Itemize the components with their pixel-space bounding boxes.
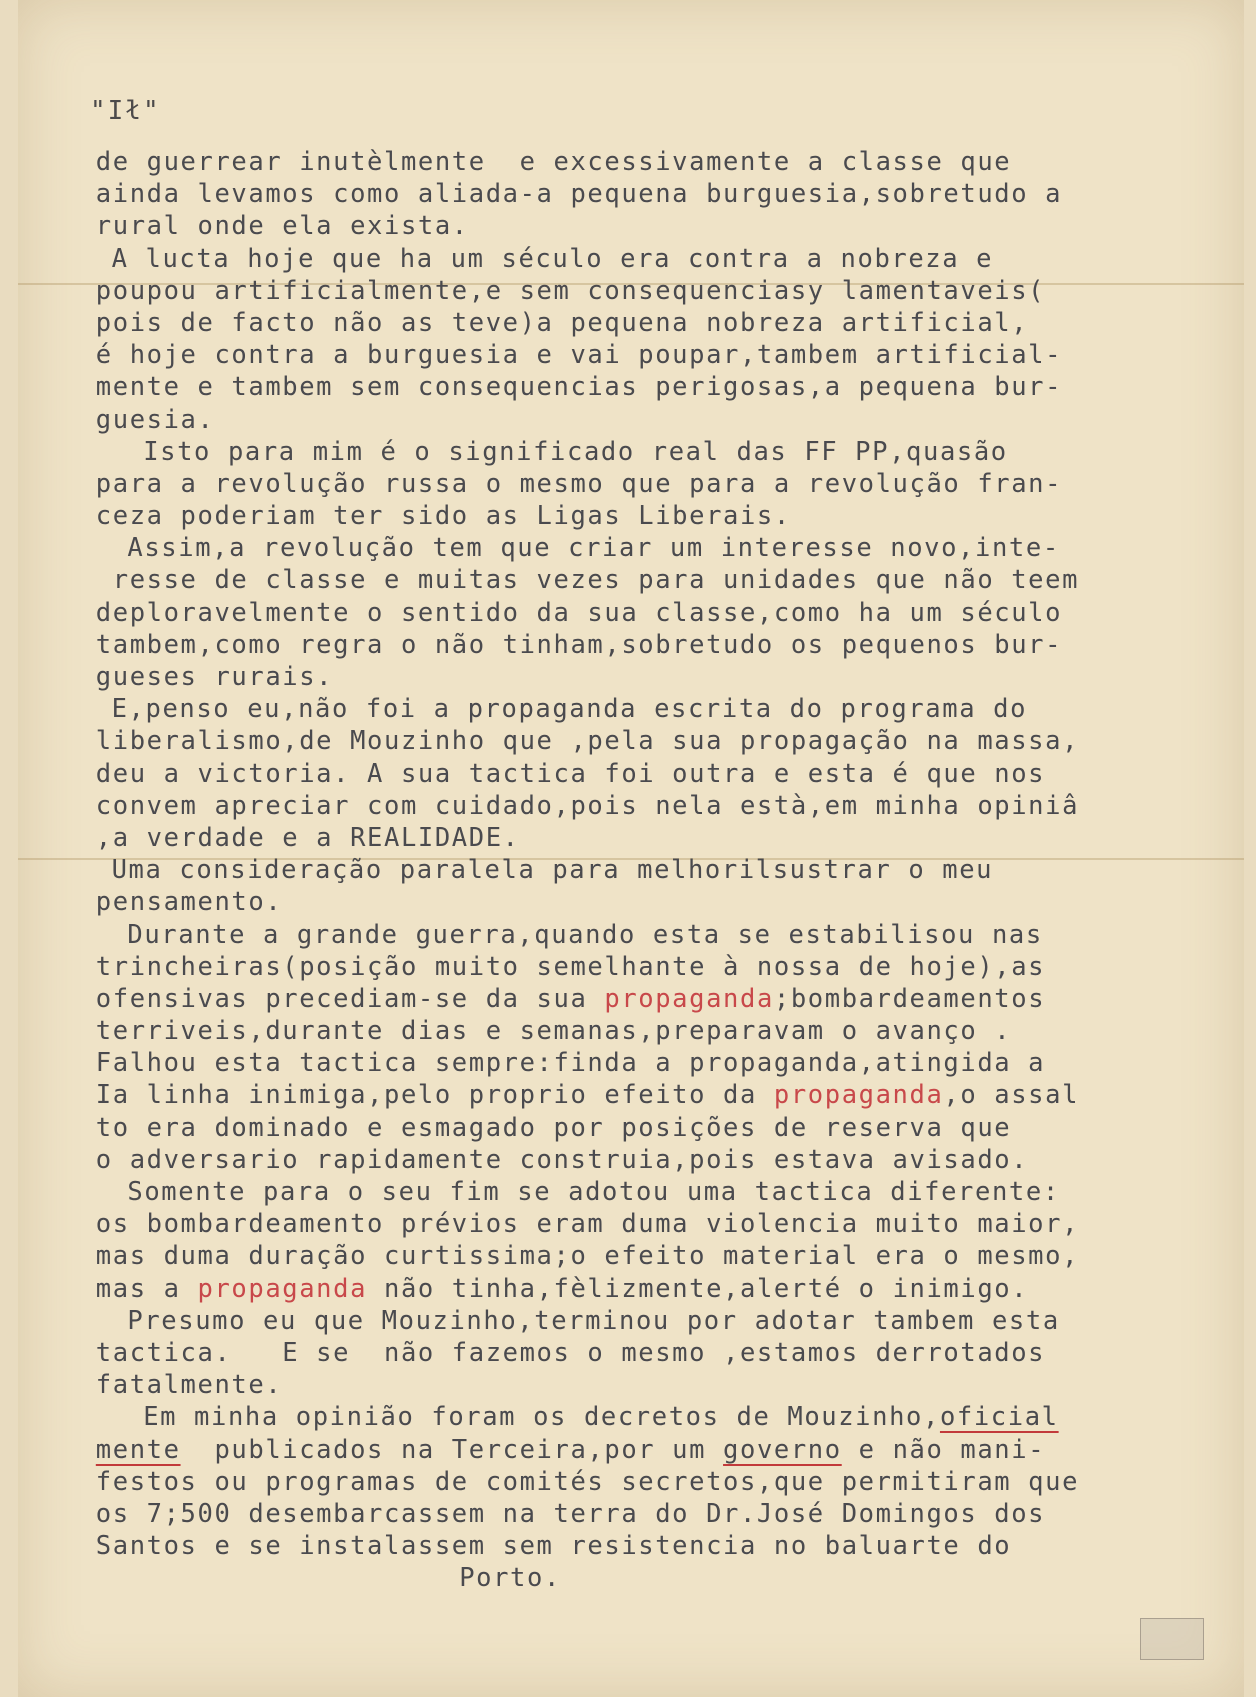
text-line xyxy=(80,1530,1244,1562)
text-segment: deu a victoria. A sua tactica foi outra e esta é que nos xyxy=(95,758,1046,789)
text-line xyxy=(80,243,1244,275)
text-segment: o adversario rapidamente construia,pois estava avisado. xyxy=(95,1144,1029,1175)
text-segment: os bombardeamento prévios eram duma violencia muito maior, xyxy=(95,1209,1080,1240)
text-segment: ,a verdade e a REALIDADE. xyxy=(95,822,520,853)
text-line xyxy=(80,564,1244,596)
text-line xyxy=(80,1079,1244,1111)
text-segment: poupou artificialmente,e sem consequenciasy lamentaveis( xyxy=(95,275,1046,306)
text-segment: mas a xyxy=(95,1273,198,1304)
text-line xyxy=(80,1176,1244,1208)
text-line xyxy=(80,854,1244,886)
text-line xyxy=(80,1112,1244,1144)
text-segment: não tinha,fèlizmente,alerté o inimigo. xyxy=(367,1273,1029,1304)
document-page xyxy=(18,0,1244,1697)
page-marker: "Ił" xyxy=(90,96,161,126)
text-line xyxy=(80,597,1244,629)
underlined-word: oficial xyxy=(939,1402,1059,1433)
text-line xyxy=(80,436,1244,468)
text-segment: gueses rurais. xyxy=(95,662,334,692)
text-segment: guesia. xyxy=(95,404,215,435)
text-line xyxy=(80,1466,1244,1498)
text-segment: ,o assal xyxy=(943,1080,1080,1111)
text-segment: e não mani- xyxy=(841,1434,1046,1465)
text-segment: festos ou programas de comités secretos,que permitiram que xyxy=(95,1466,1080,1497)
text-segment: resse de classe e muitas vezes para unidades que não teem xyxy=(95,565,1080,596)
text-segment: Santos e se instalassem sem resistencia no baluarte do xyxy=(95,1531,1012,1562)
text-line xyxy=(80,693,1244,725)
archive-stamp xyxy=(1140,1618,1204,1660)
text-line xyxy=(80,725,1244,757)
text-segment: Porto. xyxy=(459,1563,561,1594)
text-line xyxy=(80,983,1244,1015)
text-segment: E,penso eu,não foi a propaganda escrita do programa do xyxy=(111,694,1028,725)
text-line xyxy=(80,1273,1244,1305)
highlighted-word: propaganda xyxy=(197,1273,368,1304)
text-line xyxy=(80,1401,1244,1433)
text-segment: Uma consideração paralela para melhorilsustrar o meu xyxy=(111,855,994,886)
underlined-word: mente xyxy=(95,1434,181,1465)
text-segment: pensamento. xyxy=(95,887,283,918)
text-line xyxy=(80,1240,1244,1272)
text-line xyxy=(80,1208,1244,1240)
text-segment: tambem,como regra o não tinham,sobretudo os pequenos bur- xyxy=(95,629,1063,660)
text-segment: deploravelmente o sentido da sua classe,como ha um século xyxy=(95,597,1063,628)
text-line xyxy=(80,500,1244,532)
text-segment: mente e tambem sem consequencias perigosas,a pequena bur- xyxy=(95,372,1063,403)
text-line xyxy=(80,178,1244,210)
text-line xyxy=(80,371,1244,403)
text-line xyxy=(80,307,1244,339)
text-line xyxy=(80,1305,1244,1337)
text-line xyxy=(80,822,1244,854)
text-line xyxy=(80,1434,1244,1466)
text-segment: de guerrear inutèlmente e excessivamente a classe que xyxy=(95,147,1012,177)
text-segment: rural onde ela exista. xyxy=(95,211,469,242)
text-segment: ;bombardeamentos xyxy=(773,983,1046,1014)
text-line xyxy=(80,1144,1244,1176)
text-segment: Durante a grande guerra,quando esta se estabilisou nas xyxy=(127,919,1043,950)
text-segment: tactica. E se não fazemos o mesmo ,estamos derrotados xyxy=(95,1337,1046,1368)
text-segment: Isto para mim é o significado real das FF PP,quasão xyxy=(143,436,1008,467)
text-segment: to era dominado e esmagado por posições de reserva que xyxy=(95,1112,1012,1143)
typed-text-body xyxy=(80,146,1244,1594)
text-line xyxy=(80,1562,1244,1594)
text-line xyxy=(80,532,1244,564)
text-line xyxy=(80,790,1244,822)
text-line xyxy=(80,886,1244,918)
text-segment: ainda levamos como aliada-a pequena burguesia,sobretudo a xyxy=(95,179,1063,210)
text-segment: fatalmente. xyxy=(95,1370,283,1401)
text-segment: Ia linha inimiga,pelo proprio efeito da xyxy=(95,1080,774,1111)
text-line xyxy=(80,919,1244,951)
text-segment: pois de facto não as teve)a pequena nobreza artificial, xyxy=(95,307,1029,338)
text-segment: para a revolução russa o mesmo que para a revolução fran- xyxy=(95,468,1063,499)
text-segment: A lucta hoje que ha um século era contra a nobreza e xyxy=(111,243,994,274)
text-segment: Em minha opinião foram os decretos de Mouzinho, xyxy=(143,1402,940,1433)
highlighted-word: propaganda xyxy=(604,983,774,1014)
text-line xyxy=(80,404,1244,436)
text-segment: os 7;500 desembarcassem na terra do Dr.José Domingos dos xyxy=(95,1498,1046,1529)
text-segment: liberalismo,de Mouzinho que ,pela sua propagação na massa, xyxy=(95,726,1080,757)
highlighted-word: propaganda xyxy=(773,1080,944,1111)
text-segment: mas duma duração curtissima;o efeito material era o mesmo, xyxy=(95,1241,1080,1272)
text-line xyxy=(80,1369,1244,1401)
text-line xyxy=(80,1337,1244,1369)
text-line xyxy=(80,1498,1244,1530)
text-line xyxy=(80,629,1244,661)
text-segment: ceza poderiam ter sido as Ligas Liberais. xyxy=(95,501,791,532)
text-line xyxy=(80,661,1244,693)
text-line xyxy=(80,146,1244,178)
text-segment: é hoje contra a burguesia e vai poupar,tambem artificial- xyxy=(95,340,1063,371)
text-segment: trincheiras(posição muito semelhante à nossa de hoje),as xyxy=(95,951,1046,982)
text-segment: Assim,a revolução tem que criar um interesse novo,inte- xyxy=(127,533,1060,564)
text-segment: terriveis,durante dias e semanas,preparavam o avanço . xyxy=(95,1016,1012,1047)
text-line xyxy=(80,210,1244,242)
text-segment: publicados na Terceira,por um xyxy=(180,1434,724,1465)
text-line xyxy=(80,951,1244,983)
text-line xyxy=(80,275,1244,307)
text-segment: Somente para o seu fim se adotou uma tactica diferente: xyxy=(127,1177,1060,1207)
text-line xyxy=(80,1047,1244,1079)
text-line xyxy=(80,758,1244,790)
text-segment: Falhou esta tactica sempre:finda a propaganda,atingida a xyxy=(95,1048,1046,1079)
underlined-word: governo xyxy=(723,1434,842,1465)
text-line xyxy=(80,1015,1244,1047)
text-segment: convem apreciar com cuidado,pois nela està,em minha opiniâ xyxy=(95,790,1080,821)
text-line xyxy=(80,468,1244,500)
text-segment: ofensivas precediam-se da sua xyxy=(95,983,605,1014)
text-line xyxy=(80,339,1244,371)
text-segment: Presumo eu que Mouzinho,terminou por adotar tambem esta xyxy=(127,1305,1060,1336)
